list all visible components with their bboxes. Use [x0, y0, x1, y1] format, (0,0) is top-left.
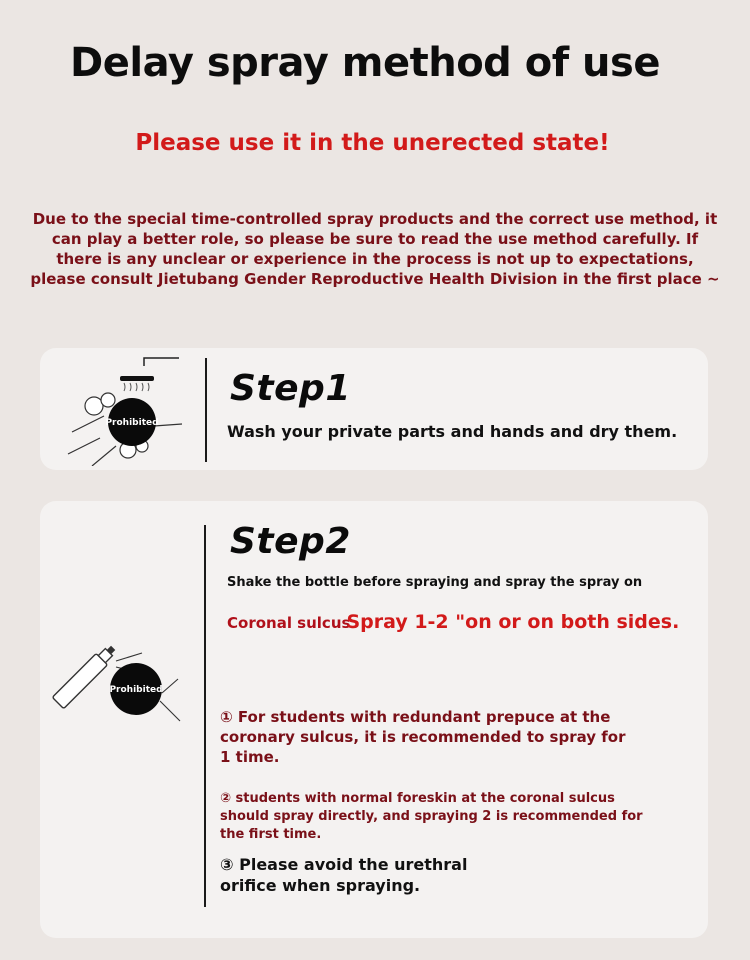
- prohibited-badge-2: Prohibited: [109, 685, 163, 695]
- warning-text: Please use it in the unerected state!: [135, 130, 610, 156]
- step1-card: [40, 348, 708, 470]
- page-title: Delay spray method of use: [70, 40, 660, 86]
- spray-bottle-icon: [50, 631, 200, 741]
- step2-divider: [204, 525, 206, 907]
- step2-shake-text: Shake the bottle before spraying and spray the spray on: [227, 575, 643, 590]
- spray-instruction: Spray 1-2 "on or on both sides.: [346, 611, 680, 633]
- step2-card: [40, 501, 708, 938]
- step1-divider: [205, 358, 207, 462]
- hand-washing-icon: [64, 354, 194, 466]
- prohibited-badge-1: Prohibited: [105, 418, 159, 428]
- step1-description: Wash your private parts and hands and dry them.: [227, 422, 678, 441]
- step2-note-2: ② students with normal foreskin at the coronal sulcus should spray directly, and spraying 2 is recommended for the first time.: [220, 791, 643, 842]
- intro-paragraph: Due to the special time-controlled spray products and the correct use method, it can play a better role, so please be sure to read the use method carefully. If there is any unclear or experience in the process is not up to expectations, please consult Jietubang Gender Reproductive Health Division in the first place ~: [30, 210, 720, 288]
- step2-note-3: ③ Please avoid the urethral orifice when spraying.: [220, 855, 468, 895]
- coronal-label: Coronal sulcus: [227, 614, 351, 632]
- step2-title: Step2: [230, 521, 351, 562]
- step2-spray-row: [227, 611, 679, 633]
- step2-note-1: ① For students with redundant prepuce at the coronary sulcus, it is recommended to spray for 1 time.: [220, 708, 626, 766]
- step1-title: Step1: [230, 368, 351, 409]
